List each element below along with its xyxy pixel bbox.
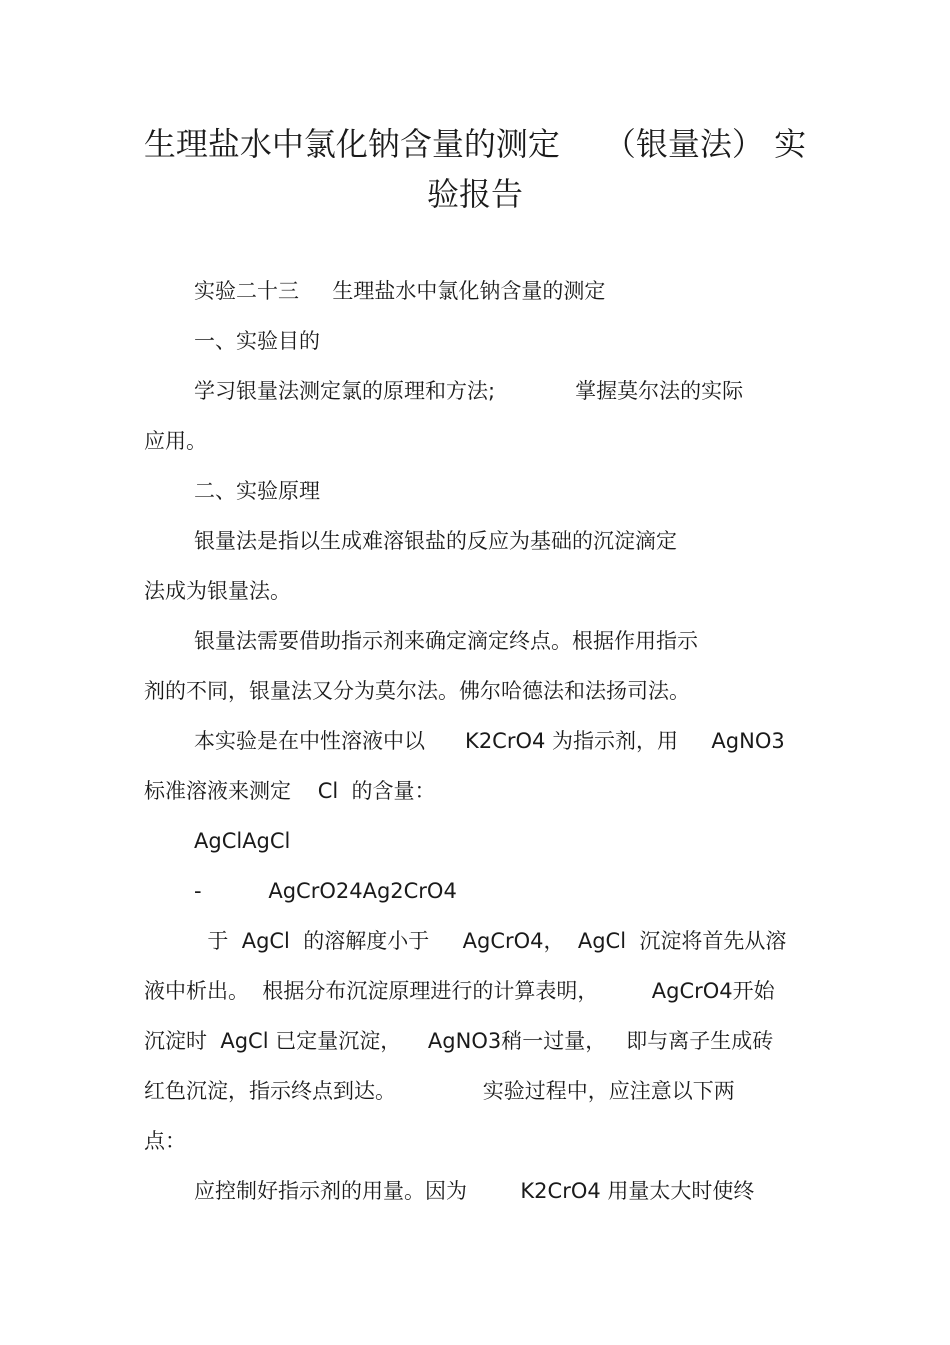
- experiment-heading: 实验二十三 生理盐水中氯化钠含量的测定: [194, 279, 606, 303]
- paragraph-line: 液中析出。 根据分布沉淀原理进行的计算表明， AgCrO4开始: [144, 979, 775, 1003]
- paragraph-line: 点：: [144, 1129, 186, 1153]
- formula-line: AgClAgCl: [194, 829, 291, 853]
- paragraph-line: 银量法需要借助指示剂来确定滴定终点。根据作用指示: [194, 629, 698, 653]
- paragraph-line: 应用。: [144, 429, 207, 453]
- paragraph-line: 标准溶液来测定 Cl 的含量：: [144, 779, 436, 803]
- paragraph-line: 法成为银量法。: [144, 579, 291, 603]
- section-heading-purpose: 一、实验目的: [194, 329, 320, 353]
- paragraph-line: 沉淀时 AgCl 已定量沉淀， AgNO3稍一过量， 即与离子生成砖: [144, 1029, 774, 1053]
- document-title-line-1: [0, 124, 950, 164]
- title-main: 生理盐水中氯化钠含量的测定: [143, 125, 560, 163]
- paragraph-line: 银量法是指以生成难溶银盐的反应为基础的沉淀滴定: [194, 529, 677, 553]
- paragraph-line: 本实验是在中性溶液中以 K2CrO4 为指示剂，用 AgNO3: [194, 729, 785, 753]
- paragraph-line: 学习银量法测定氯的原理和方法; 掌握莫尔法的实际: [194, 379, 744, 403]
- paragraph-line: 应控制好指示剂的用量。因为 K2CrO4 用量太大时使终: [194, 1179, 755, 1203]
- document-title-line-2: 验报告: [426, 175, 523, 213]
- paragraph-line: 剂的不同，银量法又分为莫尔法。佛尔哈德法和法扬司法。: [144, 679, 690, 703]
- paragraph-line: 于 AgCl 的溶解度小于 AgCrO4， AgCl 沉淀将首先从溶: [194, 929, 787, 953]
- formula-line: - AgCrO24Ag2CrO4: [194, 879, 457, 903]
- title-suffix: （银量法） 实: [603, 125, 807, 163]
- paragraph-line: 红色沉淀，指示终点到达。 实验过程中，应注意以下两: [144, 1079, 735, 1103]
- section-heading-principle: 二、实验原理: [194, 479, 320, 503]
